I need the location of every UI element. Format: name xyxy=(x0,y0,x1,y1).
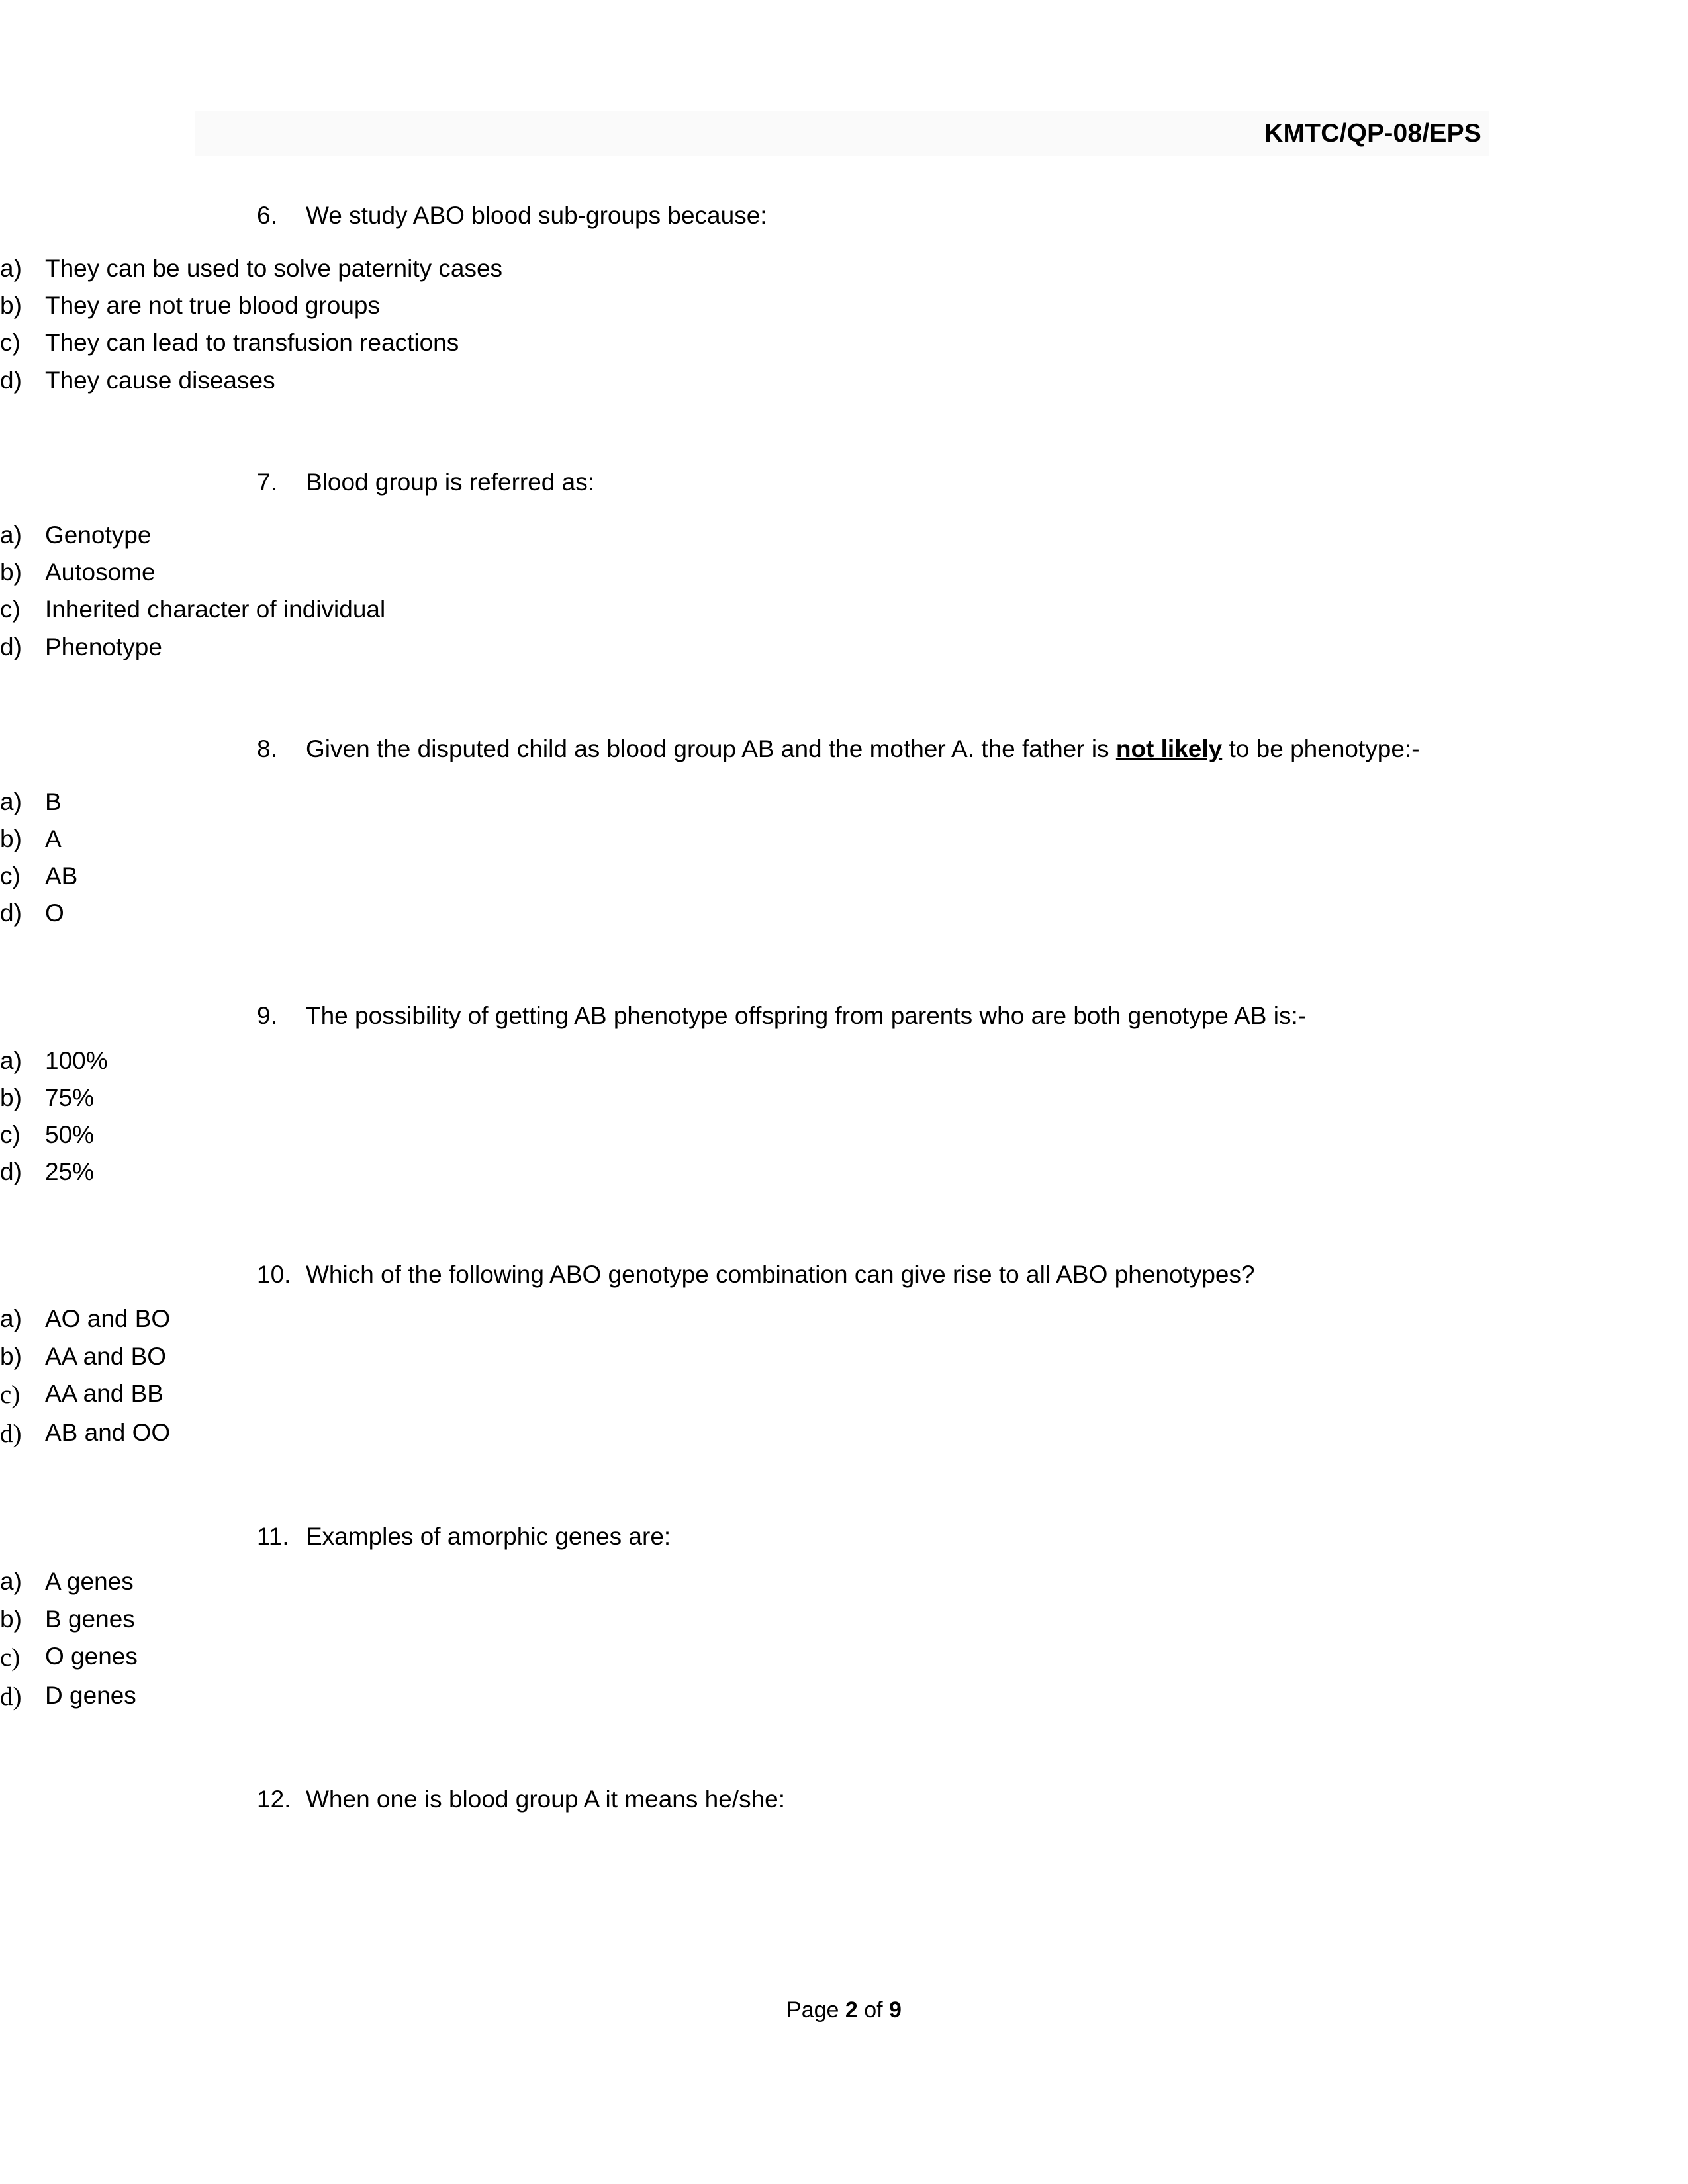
question-number: 8. xyxy=(257,735,277,762)
option-marker: a) xyxy=(0,788,22,815)
option-marker: a) xyxy=(0,1568,22,1596)
option-marker: d) xyxy=(0,1158,22,1186)
footer-prefix: Page xyxy=(786,1997,845,2023)
option-marker: b) xyxy=(0,1605,22,1633)
option-text: B xyxy=(45,788,62,815)
question-text: Which of the following ABO genotype combination can give rise to all ABO phenotypes? xyxy=(306,1260,1255,1288)
option-marker: d) xyxy=(0,1682,22,1711)
option-text: A genes xyxy=(45,1568,134,1596)
option-text: AB and OO xyxy=(45,1419,171,1447)
option-text: They can be used to solve paternity cases xyxy=(45,254,503,282)
question-emphasis: not likely xyxy=(1115,735,1223,762)
option-item[interactable] xyxy=(0,591,1688,628)
option-item[interactable] xyxy=(0,1638,1688,1677)
option-text: Inherited character of individual xyxy=(45,596,386,623)
question-number: 6. xyxy=(257,202,277,229)
option-item[interactable] xyxy=(0,250,1688,287)
question-block-10 xyxy=(0,1255,1688,1454)
option-text: Genotype xyxy=(45,521,152,549)
option-list xyxy=(0,250,1688,399)
option-marker: b) xyxy=(0,1083,22,1111)
option-marker: c) xyxy=(0,1380,21,1409)
option-text: AA and BO xyxy=(45,1342,167,1370)
option-item[interactable] xyxy=(0,554,1688,591)
question-line xyxy=(0,1255,1688,1295)
option-marker: c) xyxy=(0,596,21,623)
option-text: Phenotype xyxy=(45,633,162,660)
option-text: 25% xyxy=(45,1158,95,1186)
question-text-before: Given the disputed child as blood group AB and the mother A. the father is xyxy=(306,735,1116,762)
option-item[interactable] xyxy=(0,629,1688,666)
option-text: D genes xyxy=(45,1682,136,1709)
question-number: 11. xyxy=(257,1523,289,1551)
page-footer xyxy=(0,1997,1688,2023)
question-line xyxy=(0,196,1688,236)
option-text: A xyxy=(45,825,62,852)
question-line xyxy=(0,996,1688,1036)
page-header xyxy=(195,111,1489,156)
option-item[interactable] xyxy=(0,1042,1688,1079)
question-number: 12. xyxy=(257,1786,291,1813)
question-text: Examples of amorphic genes are: xyxy=(306,1523,671,1551)
option-list xyxy=(0,1563,1688,1716)
option-item[interactable] xyxy=(0,784,1688,821)
question-text: Blood group is referred as: xyxy=(306,468,595,496)
option-marker: c) xyxy=(0,329,21,357)
option-marker: b) xyxy=(0,1342,22,1370)
option-item[interactable] xyxy=(0,362,1688,399)
question-line xyxy=(0,729,1688,769)
option-marker: a) xyxy=(0,1305,22,1333)
option-item[interactable] xyxy=(0,1338,1688,1375)
option-marker: b) xyxy=(0,559,22,586)
question-text: We study ABO blood sub-groups because: xyxy=(306,202,767,229)
option-text: They cause diseases xyxy=(45,366,275,394)
option-item[interactable] xyxy=(0,1375,1688,1414)
question-list xyxy=(0,196,1688,1819)
option-marker: d) xyxy=(0,633,22,660)
option-marker: d) xyxy=(0,366,22,394)
option-item[interactable] xyxy=(0,324,1688,361)
option-item[interactable] xyxy=(0,895,1688,932)
question-line xyxy=(0,463,1688,502)
option-item[interactable] xyxy=(0,858,1688,895)
option-list xyxy=(0,517,1688,666)
option-item[interactable] xyxy=(0,1300,1688,1338)
document-code: KMTC/QP-08/EPS xyxy=(1264,119,1481,148)
question-block-11 xyxy=(0,1517,1688,1716)
footer-middle: of xyxy=(857,1997,890,2023)
option-marker: a) xyxy=(0,521,22,549)
option-list xyxy=(0,1042,1688,1191)
option-text: O xyxy=(45,899,64,927)
option-marker: d) xyxy=(0,1420,22,1449)
option-text: 100% xyxy=(45,1046,108,1074)
option-marker: b) xyxy=(0,825,22,852)
option-text: 50% xyxy=(45,1121,95,1149)
question-number: 9. xyxy=(257,1001,277,1029)
question-text: The possibility of getting AB phenotype offspring from parents who are both genotype AB is:- xyxy=(306,1001,1307,1029)
option-item[interactable] xyxy=(0,1601,1688,1638)
option-text: Autosome xyxy=(45,559,156,586)
question-text: When one is blood group A it means he/she: xyxy=(306,1786,786,1813)
question-line xyxy=(0,1517,1688,1557)
option-text: 75% xyxy=(45,1083,95,1111)
option-marker: c) xyxy=(0,862,21,890)
option-text: They are not true blood groups xyxy=(45,292,380,320)
option-item[interactable] xyxy=(0,821,1688,858)
option-item[interactable] xyxy=(0,1414,1688,1453)
option-marker: c) xyxy=(0,1121,21,1149)
option-text: AO and BO xyxy=(45,1305,171,1333)
question-block-6 xyxy=(0,196,1688,399)
option-item[interactable] xyxy=(0,1079,1688,1116)
option-text: O genes xyxy=(45,1642,138,1670)
option-marker: a) xyxy=(0,254,22,282)
question-block-9 xyxy=(0,996,1688,1191)
option-item[interactable] xyxy=(0,287,1688,324)
option-text: They can lead to transfusion reactions xyxy=(45,329,459,357)
question-number: 10. xyxy=(257,1260,291,1288)
option-marker: c) xyxy=(0,1643,21,1672)
option-item[interactable] xyxy=(0,1116,1688,1154)
question-block-8 xyxy=(0,729,1688,933)
footer-current-page: 2 xyxy=(845,1997,858,2023)
option-text: AA and BB xyxy=(45,1379,164,1407)
option-marker: a) xyxy=(0,1046,22,1074)
option-list xyxy=(0,784,1688,933)
question-text xyxy=(306,729,1562,769)
option-item[interactable] xyxy=(0,517,1688,554)
option-list xyxy=(0,1300,1688,1453)
question-block-12 xyxy=(0,1780,1688,1819)
option-item[interactable] xyxy=(0,1677,1688,1716)
option-marker: b) xyxy=(0,292,22,320)
question-line xyxy=(0,1780,1688,1819)
option-text: B genes xyxy=(45,1605,135,1633)
question-block-7 xyxy=(0,463,1688,666)
option-item[interactable] xyxy=(0,1154,1688,1191)
question-text-after: to be phenotype:- xyxy=(1222,735,1420,762)
footer-total-pages: 9 xyxy=(889,1997,902,2023)
option-item[interactable] xyxy=(0,1563,1688,1600)
option-text: AB xyxy=(45,862,78,890)
option-marker: d) xyxy=(0,899,22,927)
question-number: 7. xyxy=(257,468,277,496)
